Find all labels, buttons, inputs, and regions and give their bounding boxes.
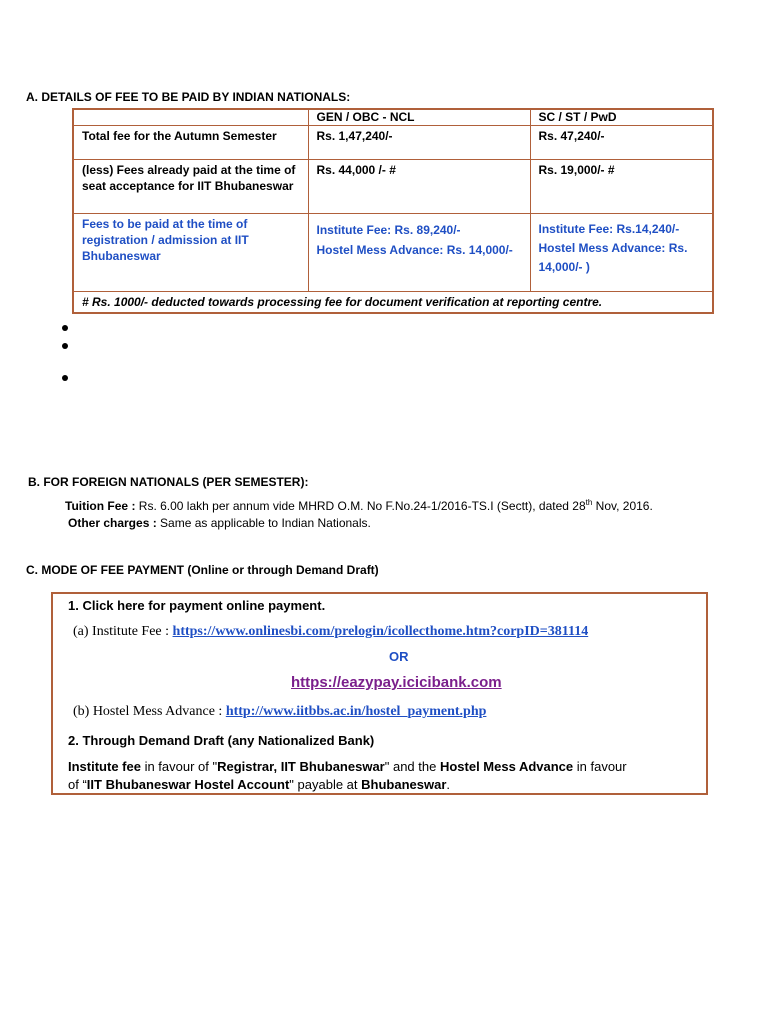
tuition-label: Tuition Fee :	[65, 499, 136, 513]
bullet	[62, 343, 68, 349]
dd-text: " payable at	[289, 777, 362, 792]
gen-institute-fee: Institute Fee: Rs. 89,240/-	[316, 223, 461, 237]
bullet	[62, 375, 68, 381]
footnote: # Rs. 1000/- deducted towards processing fee for document verification at reporting centre.	[73, 292, 713, 314]
bullet	[62, 325, 68, 331]
table-header-sc: SC / ST / PwD	[530, 109, 713, 126]
sc-value: Rs. 19,000/- #	[530, 160, 713, 214]
dd-hostel-advance: Hostel Mess Advance	[439, 759, 574, 774]
footnote-row	[73, 292, 713, 314]
online-payment-item[interactable]: 1. Click here for payment online payment.	[68, 598, 326, 613]
row-label: Fees to be paid at the time of registration / admission at IIT Bhubaneswar	[73, 214, 308, 292]
dd-text: of “	[68, 777, 87, 792]
table-row	[73, 214, 713, 292]
sc-hostel-fee: Hostel Mess Advance: Rs. 14,000/- )	[538, 241, 688, 274]
section-b-heading: B. FOR FOREIGN NATIONALS (PER SEMESTER):	[28, 475, 309, 489]
gen-value: Rs. 1,47,240/-	[308, 126, 530, 160]
other-charges-line	[68, 516, 371, 530]
hostel-fee-label: (b) Hostel Mess Advance :	[73, 704, 226, 719]
other-label: Other charges :	[68, 516, 157, 530]
tuition-sup: th	[585, 498, 593, 507]
hostel-payment-link[interactable]: http://www.iitbbs.ac.in/hostel_payment.php	[225, 704, 487, 719]
row-label: Total fee for the Autumn Semester	[73, 126, 308, 160]
dd-institute-fee: Institute fee	[68, 759, 141, 774]
or-label: OR	[389, 649, 409, 664]
dd-text: .	[446, 777, 451, 792]
row-label: (less) Fees already paid at the time of seat acceptance for IIT Bhubaneswar	[73, 160, 308, 214]
fee-table	[72, 108, 714, 314]
tuition-fee-line	[65, 498, 653, 513]
icici-line	[291, 674, 502, 691]
hostel-fee-line	[73, 704, 486, 720]
sbi-payment-link[interactable]: https://www.onlinesbi.com/prelogin/icollecthome.htm?corpID=381114	[172, 624, 589, 639]
dd-text: in favour	[573, 759, 627, 774]
demand-draft-line-2	[68, 777, 450, 792]
demand-draft-item: 2. Through Demand Draft (any Nationalized Bank)	[68, 733, 375, 748]
institute-fee-line	[73, 624, 588, 640]
sc-value	[530, 214, 713, 292]
section-a-heading: A. DETAILS OF FEE TO BE PAID BY INDIAN NATIONALS:	[26, 90, 351, 104]
sc-value: Rs. 47,240/-	[530, 126, 713, 160]
gen-value	[308, 214, 530, 292]
table-row	[73, 126, 713, 160]
section-c-heading: C. MODE OF FEE PAYMENT (Online or through Demand Draft)	[26, 563, 379, 577]
institute-fee-label: (a) Institute Fee :	[73, 624, 173, 639]
gen-hostel-fee: Hostel Mess Advance: Rs. 14,000/-	[316, 243, 513, 257]
table-row	[73, 160, 713, 214]
dd-payable-at: Bhubaneswar	[361, 777, 447, 792]
dd-registrar: Registrar, IIT Bhubaneswar	[217, 759, 385, 774]
dd-text: " and the	[384, 759, 440, 774]
tuition-text-end: Nov, 2016.	[592, 499, 653, 513]
icici-payment-link[interactable]: https://eazypay.icicibank.com	[291, 674, 502, 691]
dd-hostel-account: IIT Bhubaneswar Hostel Account	[86, 777, 290, 792]
table-header-empty	[73, 109, 308, 126]
gen-value: Rs. 44,000 /- #	[308, 160, 530, 214]
tuition-text: Rs. 6.00 lakh per annum vide MHRD O.M. No F.No.24-1/2016-TS.I (Sectt), dated 28	[135, 499, 586, 513]
dd-text: in favour of "	[140, 759, 218, 774]
other-text: Same as applicable to Indian Nationals.	[156, 516, 371, 530]
demand-draft-line-1	[68, 759, 627, 774]
table-header-gen: GEN / OBC - NCL	[308, 109, 530, 126]
sc-institute-fee: Institute Fee: Rs.14,240/-	[538, 222, 680, 236]
table-header-row	[73, 109, 713, 126]
